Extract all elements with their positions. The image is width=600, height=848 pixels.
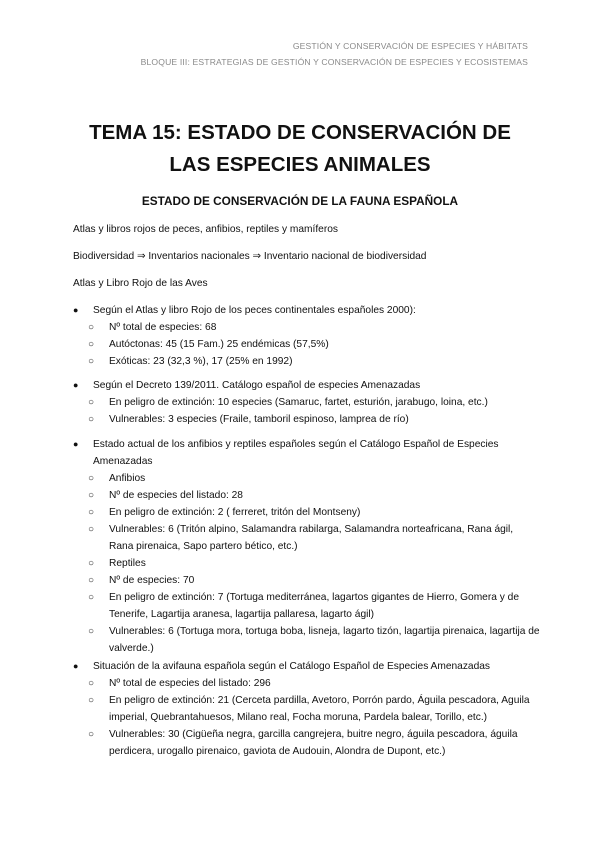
circle-bullet-icon: ○: [88, 695, 95, 706]
item-text: Reptiles: [109, 558, 146, 569]
circle-bullet-icon: ○: [88, 322, 95, 333]
section-subtitle: ESTADO DE CONSERVACIÓN DE LA FAUNA ESPAÑOLA: [141, 194, 459, 208]
section-title: Estado actual de los anfibios y reptiles españoles según el Catálogo Español de Especies Amenazadas: [93, 439, 499, 467]
paragraph-aves: Atlas y Libro Rojo de las Aves: [73, 278, 208, 289]
paragraph-atlas: Atlas y libros rojos de peces, anfibios, reptiles y mamíferos: [73, 224, 338, 235]
list-item: [73, 726, 540, 760]
item-text: Anfibios: [109, 473, 146, 484]
sub-list: [73, 319, 540, 370]
item-text: En peligro de extinción: 7 (Tortuga mediterránea, lagartos gigantes de Hierro, Gomera y de Tenerife, Lagartija aranesa, lagartija pallaresa, lagarto ágil): [109, 592, 519, 620]
circle-bullet-icon: ○: [88, 558, 95, 569]
list-item: [73, 319, 540, 336]
circle-bullet-icon: ○: [88, 339, 95, 350]
item-text: En peligro de extinción: 21 (Cerceta pardilla, Avetoro, Porrón pardo, Águila pescadora, Aguila imperial, Quebrantahuesos, Milano real, Focha moruna, Pardela balear, Torillo, etc.): [109, 695, 530, 723]
circle-bullet-icon: ○: [88, 524, 95, 535]
item-text: Exóticas: 23 (32,3 %), 17 (25% en 1992): [109, 356, 293, 367]
item-text: Nº total de especies del listado: 296: [109, 678, 271, 689]
list-item: [73, 555, 540, 572]
circle-bullet-icon: ○: [88, 507, 95, 518]
item-text: En peligro de extinción: 2 ( ferreret, tritón del Montseny): [109, 507, 361, 518]
section-avifauna: [73, 658, 540, 760]
circle-bullet-icon: ○: [88, 626, 95, 637]
list-item: [73, 504, 540, 521]
circle-bullet-icon: ○: [88, 356, 95, 367]
item-text: Nº total de especies: 68: [109, 322, 217, 333]
item-text: Vulnerables: 6 (Tortuga mora, tortuga boba, lisneja, lagarto tizón, lagartija pirenaica, lagartija de valverde.): [109, 626, 540, 654]
list-item: [73, 572, 540, 589]
title-line-1: TEMA 15: ESTADO DE CONSERVACIÓN DE: [89, 121, 511, 144]
list-item: [73, 623, 540, 657]
list-item: [73, 353, 540, 370]
document-title: [0, 117, 600, 181]
circle-bullet-icon: ○: [88, 397, 95, 408]
item-text: Autóctonas: 45 (15 Fam.) 25 endémicas (57,5%): [109, 339, 329, 350]
list-item: [73, 675, 540, 692]
bullet-icon: ●: [73, 661, 79, 671]
section-decreto: [73, 377, 540, 428]
circle-bullet-icon: ○: [88, 729, 95, 740]
list-item: [73, 692, 540, 726]
item-text: Vulnerables: 3 especies (Fraile, tamboril espinoso, lamprea de río): [109, 414, 409, 425]
sub-list: [73, 470, 540, 657]
list-item: [73, 589, 540, 623]
section-anfibios-reptiles: [73, 436, 540, 657]
item-text: Vulnerables: 30 (Cigüeña negra, garcilla cangrejera, buitre negro, águila pescadora, águila perdicera, urogallo pirenaico, gaviota de Audouin, Alondra de Dupont, etc.): [109, 729, 518, 757]
title-line-2: LAS ESPECIES ANIMALES: [169, 153, 431, 176]
item-text: Nº de especies: 70: [109, 575, 195, 586]
list-item: [73, 394, 540, 411]
circle-bullet-icon: ○: [88, 473, 95, 484]
sub-list: [73, 394, 540, 428]
section-title: Según el Decreto 139/2011. Catálogo español de especies Amenazadas: [93, 380, 421, 391]
section-title: Según el Atlas y libro Rojo de los peces continentales españoles 2000):: [93, 305, 416, 316]
circle-bullet-icon: ○: [88, 575, 95, 586]
circle-bullet-icon: ○: [88, 414, 95, 425]
page-header: [141, 38, 528, 70]
list-item: [73, 470, 540, 487]
header-course: GESTIÓN Y CONSERVACIÓN DE ESPECIES Y HÁBITATS: [292, 41, 528, 51]
list-item: [73, 487, 540, 504]
item-text: Vulnerables: 6 (Tritón alpino, Salamandra rabilarga, Salamandra norteafricana, Rana ágil, Rana pirenaica, Sapo partero bético, etc.): [109, 524, 514, 552]
section-title: Situación de la avifauna española según el Catálogo Español de Especies Amenazadas: [93, 661, 491, 672]
bullet-icon: ●: [73, 305, 79, 315]
header-block: BLOQUE III: ESTRATEGIAS DE GESTIÓN Y CONSERVACIÓN DE ESPECIES Y ECOSISTEMAS: [140, 57, 528, 67]
circle-bullet-icon: ○: [88, 592, 95, 603]
list-item: [73, 336, 540, 353]
list-item: [73, 521, 540, 555]
list-item: [73, 411, 540, 428]
bullet-icon: ●: [73, 380, 79, 390]
circle-bullet-icon: ○: [88, 490, 95, 501]
item-text: Nº de especies del listado: 28: [109, 490, 243, 501]
item-text: En peligro de extinción: 10 especies (Samaruc, fartet, esturión, jarabugo, loina, etc.): [109, 397, 488, 408]
paragraph-biodiversidad: Biodiversidad ⇒ Inventarios nacionales ⇒ Inventario nacional de biodiversidad: [73, 251, 427, 262]
section-peces: [73, 302, 540, 370]
sub-list: [73, 675, 540, 760]
bullet-icon: ●: [73, 439, 79, 449]
circle-bullet-icon: ○: [88, 678, 95, 689]
